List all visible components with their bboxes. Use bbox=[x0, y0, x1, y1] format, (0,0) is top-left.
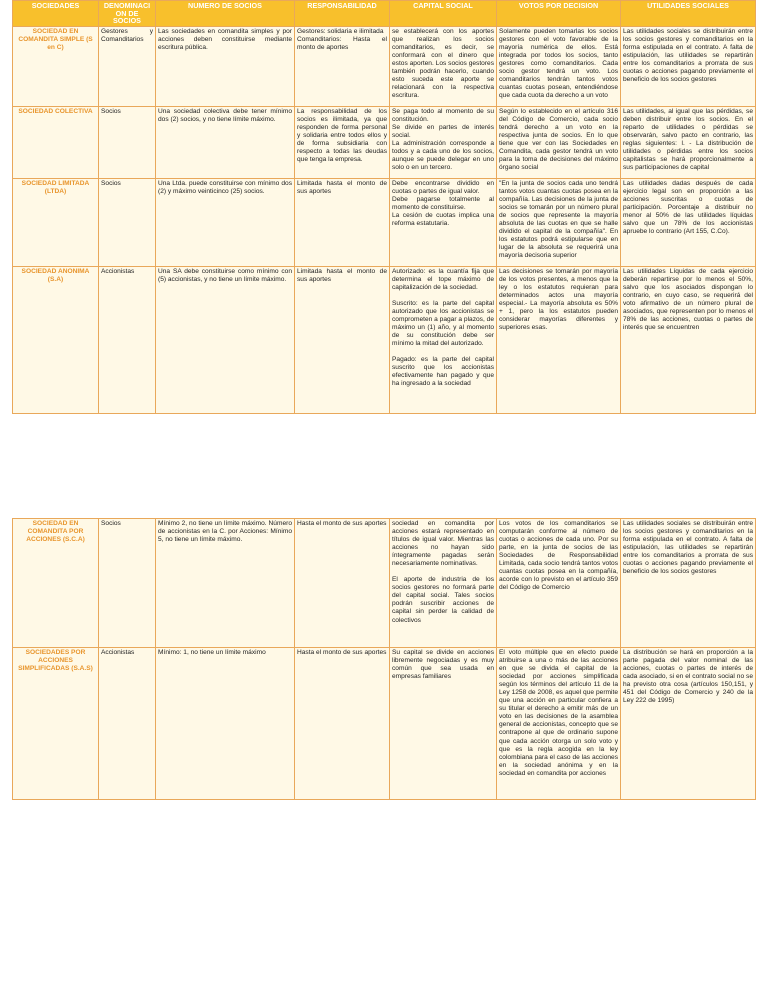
table-row bbox=[13, 26, 756, 106]
numero-socios: Mínimo 2, no tiene un límite máximo. Número de accionistas en la C. por Acciones: Mínimo 5, no tiene un límite máximo. bbox=[156, 519, 295, 648]
capital-social: Su capital se divide en acciones libremente negociadas y es muy común que sea usada en empresas familiares bbox=[390, 648, 497, 800]
society-name: SOCIEDAD LIMITADA (LTDA) bbox=[13, 178, 99, 266]
socios-denominacion: Socios bbox=[99, 178, 156, 266]
society-name: SOCIEDAD EN COMANDITA POR ACCIONES (S.C.A) bbox=[13, 519, 99, 648]
numero-socios: Mínimo: 1, no tiene un límite máximo bbox=[156, 648, 295, 800]
numero-socios: Las sociedades en comandita simples y por acciones deben constituirse mediante escritura pública. bbox=[156, 26, 295, 106]
header-utilidades: UTILIDADES SOCIALES bbox=[621, 1, 756, 27]
responsabilidad: Limitada hasta el monto de sus aportes bbox=[295, 266, 390, 413]
votos-decision: Los votos de los comanditarios se computarán conforme al número de cuotas o acciones de cada uno. Por su parte, en la junta de socios de las Sociedades de Responsabilidad Limitada, cada socio tendrá tantos votos cuantas cuotas posea en la compañía, acorde con lo previsto en el artículo 359 del Código de Comercio bbox=[497, 519, 621, 648]
utilidades-sociales: La distribución se hará en proporción a la parte pagada del valor nominal de las acciones, cuotas o partes de interés de cada asociado, si en el contrato social no se ha previsto otra cosa (artículos 150,151, y 451 del Código de Comercio y 240 de la Ley 222 de 1995) bbox=[621, 648, 756, 800]
votos-decision: "En la junta de socios cada uno tendrá tantos votos cuantas cuotas posea en la compañía. Las decisiones de la junta de socios se tomarán por un número plural de socios que represente la mayoría absoluta de las cuotas en que se halle dividido el capital de la compañía". En los estatutos podrá estipularse que en lugar de la absoluta se requerirá una mayoría decisoria superior bbox=[497, 178, 621, 266]
utilidades-sociales: Las utilidades, al igual que las pérdidas, se deben distribuir entre los socios. En el reparto de utilidades o pérdidas se observarán, salvo pacto en contrario, las reglas siguientes: l. - La distribución de utilidades o pérdidas entre los socios capitalistas se hará proporcionalmente a sus participaciones de capital bbox=[621, 106, 756, 178]
society-name: SOCIEDADES POR ACCIONES SIMPLIFICADAS (S.A.S) bbox=[13, 648, 99, 800]
socios-denominacion: Socios bbox=[99, 106, 156, 178]
responsabilidad: La responsabilidad de los socios es ilimitada, ya que responden de forma personal y solidaria entre todos ellos y de forma subsidiaria con respecto a todas las deudas que tenga la empresa. bbox=[295, 106, 390, 178]
socios-denominacion: Accionistas bbox=[99, 266, 156, 413]
society-name: SOCIEDAD COLECTIVA bbox=[13, 106, 99, 178]
table-row bbox=[13, 519, 756, 648]
utilidades-sociales: Las utilidades dadas después de cada ejercicio legal son en proporción a las acciones suscritas o cuotas de participación. Porcentaje a distribuir no menor al 50% de las utilidades líquidas salvo que un 78% de los accionistas apruebe lo contrario (Art 155, C.Co). bbox=[621, 178, 756, 266]
capital-aporte-industria: El aporte de industria de los socios gestores no formará parte del capital social. Tales socios podrán suscribir acciones de capital sin perder la calidad de colectivos bbox=[392, 576, 494, 624]
votos-decision: El voto múltiple que en efecto puede atribuirse a una o más de las acciones en que se divida el capital de la sociedad por acciones simplificada según los términos del artículo 11 de la Ley 1258 de 2008, es aquel que permite que una acción en particular confiera a su titular el derecho a emitir más de un voto en las decisiones de la asamblea general de accionistas, concepto que se contrapone al que de ordinario supone que cada acción otorga un solo voto y que es la regla acogida en la ley colombiana para el caso de las acciones en la sociedad anónima y en la sociedad en comandita por acciones bbox=[497, 648, 621, 800]
header-votos: VOTOS POR DECISION bbox=[497, 1, 621, 27]
responsabilidad: Limitada hasta el monto de sus aportes bbox=[295, 178, 390, 266]
utilidades-sociales: Las utilidades sociales se distribuirán entre los socios gestores y comanditarios en la forma estipulada en el contrato. A falta de estipulación, las utilidades se repartirán entre los comanditarios a prorrata de sus cuotas o acciones pagando previamente el beneficio de los socios gestores bbox=[621, 26, 756, 106]
header-sociedades: SOCIEDADES bbox=[13, 1, 99, 27]
responsabilidad: Hasta el monto de sus aportes bbox=[295, 519, 390, 648]
numero-socios: Una Ltda. puede constituirse con mínimo dos (2) y máximo veinticinco (25) socios. bbox=[156, 178, 295, 266]
socios-denominacion: Accionistas bbox=[99, 648, 156, 800]
capital-social bbox=[390, 266, 497, 413]
utilidades-sociales: Las utilidades sociales se distribuirán entre los socios gestores y comanditarios en la forma estipulada en el contrato. A falta de estipulación, las utilidades se repartirán entre los comanditarios a prorrata de sus cuotas o acciones pagando previamente el beneficio de los socios gestores bbox=[621, 519, 756, 648]
numero-socios: Una sociedad colectiva debe tener mínimo dos (2) socios, y no tiene límite máximo. bbox=[156, 106, 295, 178]
header-numero-socios: NUMERO DE SOCIOS bbox=[156, 1, 295, 27]
capital-suscrito: Suscrito: es la parte del capital autorizado que los accionistas se comprometen a pagar a plazos, de máximo un (1) año, y al momento de su constitución debe ser mínimo la mitad del autorizado. bbox=[392, 299, 494, 348]
responsabilidad: Gestores: solidaria e ilimitada Comanditarios: Hasta el monto de aportes bbox=[295, 26, 390, 106]
capital-acciones: sociedad en comandita por acciones estará representado en títulos de igual valor. Mientras las acciones no hayan sido íntegramente pagadas serán necesariamente nominativas. bbox=[392, 520, 494, 568]
header-denominacion: DENOMINACI ON DE SOCIOS bbox=[99, 1, 156, 27]
votos-decision: Las decisiones se tomarán por mayoría de los votos presentes, a menos que la ley o los estatutos requieran para determinados actos una mayoría especial.- La mayoría absoluta es 50% + 1, pero la los estatutos pueden considerar mayorías diferentes y superiores esas. bbox=[497, 266, 621, 413]
capital-social bbox=[390, 519, 497, 648]
utilidades-sociales: Las utilidades Líquidas de cada ejercicio deberán repartirse por lo menos el 50%, salvo que los asociados dispongan lo contrario, en cuyo caso, se requerirá del voto afirmativo de un número plural de asociados, que representen por lo menos el 78% de las acciones, cuotas o partes de interés que se encuentren bbox=[621, 266, 756, 413]
societies-table-part-1 bbox=[12, 0, 756, 414]
socios-denominacion: Socios bbox=[99, 519, 156, 648]
table-row bbox=[13, 266, 756, 413]
capital-pagado: Pagado: es la parte del capital suscrito que los accionistas efectivamente han pagado y que ha ingresado a la sociedad bbox=[392, 356, 494, 388]
table-header-row bbox=[13, 1, 756, 27]
table-row bbox=[13, 106, 756, 178]
capital-social: Se paga todo al momento de su constitución. Se divide en partes de interés social. La administración corresponde a todos y a cada uno de los socios, aunque se puede delegar en uno solo o en un tercero. bbox=[390, 106, 497, 178]
society-name: SOCIEDAD ANONIMA (S.A) bbox=[13, 266, 99, 413]
table-row bbox=[13, 178, 756, 266]
header-capital-social: CAPITAL SOCIAL bbox=[390, 1, 497, 27]
societies-table-part-2 bbox=[12, 518, 756, 800]
society-name: SOCIEDAD EN COMANDITA SIMPLE (S en C) bbox=[13, 26, 99, 106]
capital-social: se establecerá con los aportes que realizan los socios comanditarios, es decir, se conformará con el dinero que estos aporten. Los socios gestores también podrán hacerlo, cuando esto suceda este aporte se relacionará con la respectiva escritura. bbox=[390, 26, 497, 106]
numero-socios: Una SA debe constituirse como mínimo con (5) accionistas, y no tiene un límite máximo. bbox=[156, 266, 295, 413]
votos-decision: Según lo establecido en el artículo 316 del Código de Comercio, cada socio tendrá derecho a un voto en la respectiva junta de socios. En lo que tiene que ver con las Sociedades en Comandita, cada gestor tendrá un voto para la toma de decisiones del máximo órgano social bbox=[497, 106, 621, 178]
socios-denominacion: Gestores y Comanditarios bbox=[99, 26, 156, 106]
table-row bbox=[13, 648, 756, 800]
capital-social: Debe encontrarse dividido en cuotas o partes de igual valor. Debe pagarse totalmente al momento de constituirse. La cesión de cuotas implica una reforma estatutaria. bbox=[390, 178, 497, 266]
votos-decision: Solamente pueden tomarlas los socios gestores con el voto favorable de la mayoría numérica de ellos. Está integrada por todos los socios, tanto gestores como comanditarios. Cada socio gestor tendrá un voto. Los comanditarios tendrán tantos votos cuantas cuotas posean, entendiéndose que cada cuota da derecho a un voto bbox=[497, 26, 621, 106]
header-responsabilidad: RESPONSABILIDAD bbox=[295, 1, 390, 27]
responsabilidad: Hasta el monto de sus aportes bbox=[295, 648, 390, 800]
capital-autorizado: Autorizado: es la cuantía fija que determina el tope máximo de capitalización de la sociedad. bbox=[392, 267, 494, 291]
